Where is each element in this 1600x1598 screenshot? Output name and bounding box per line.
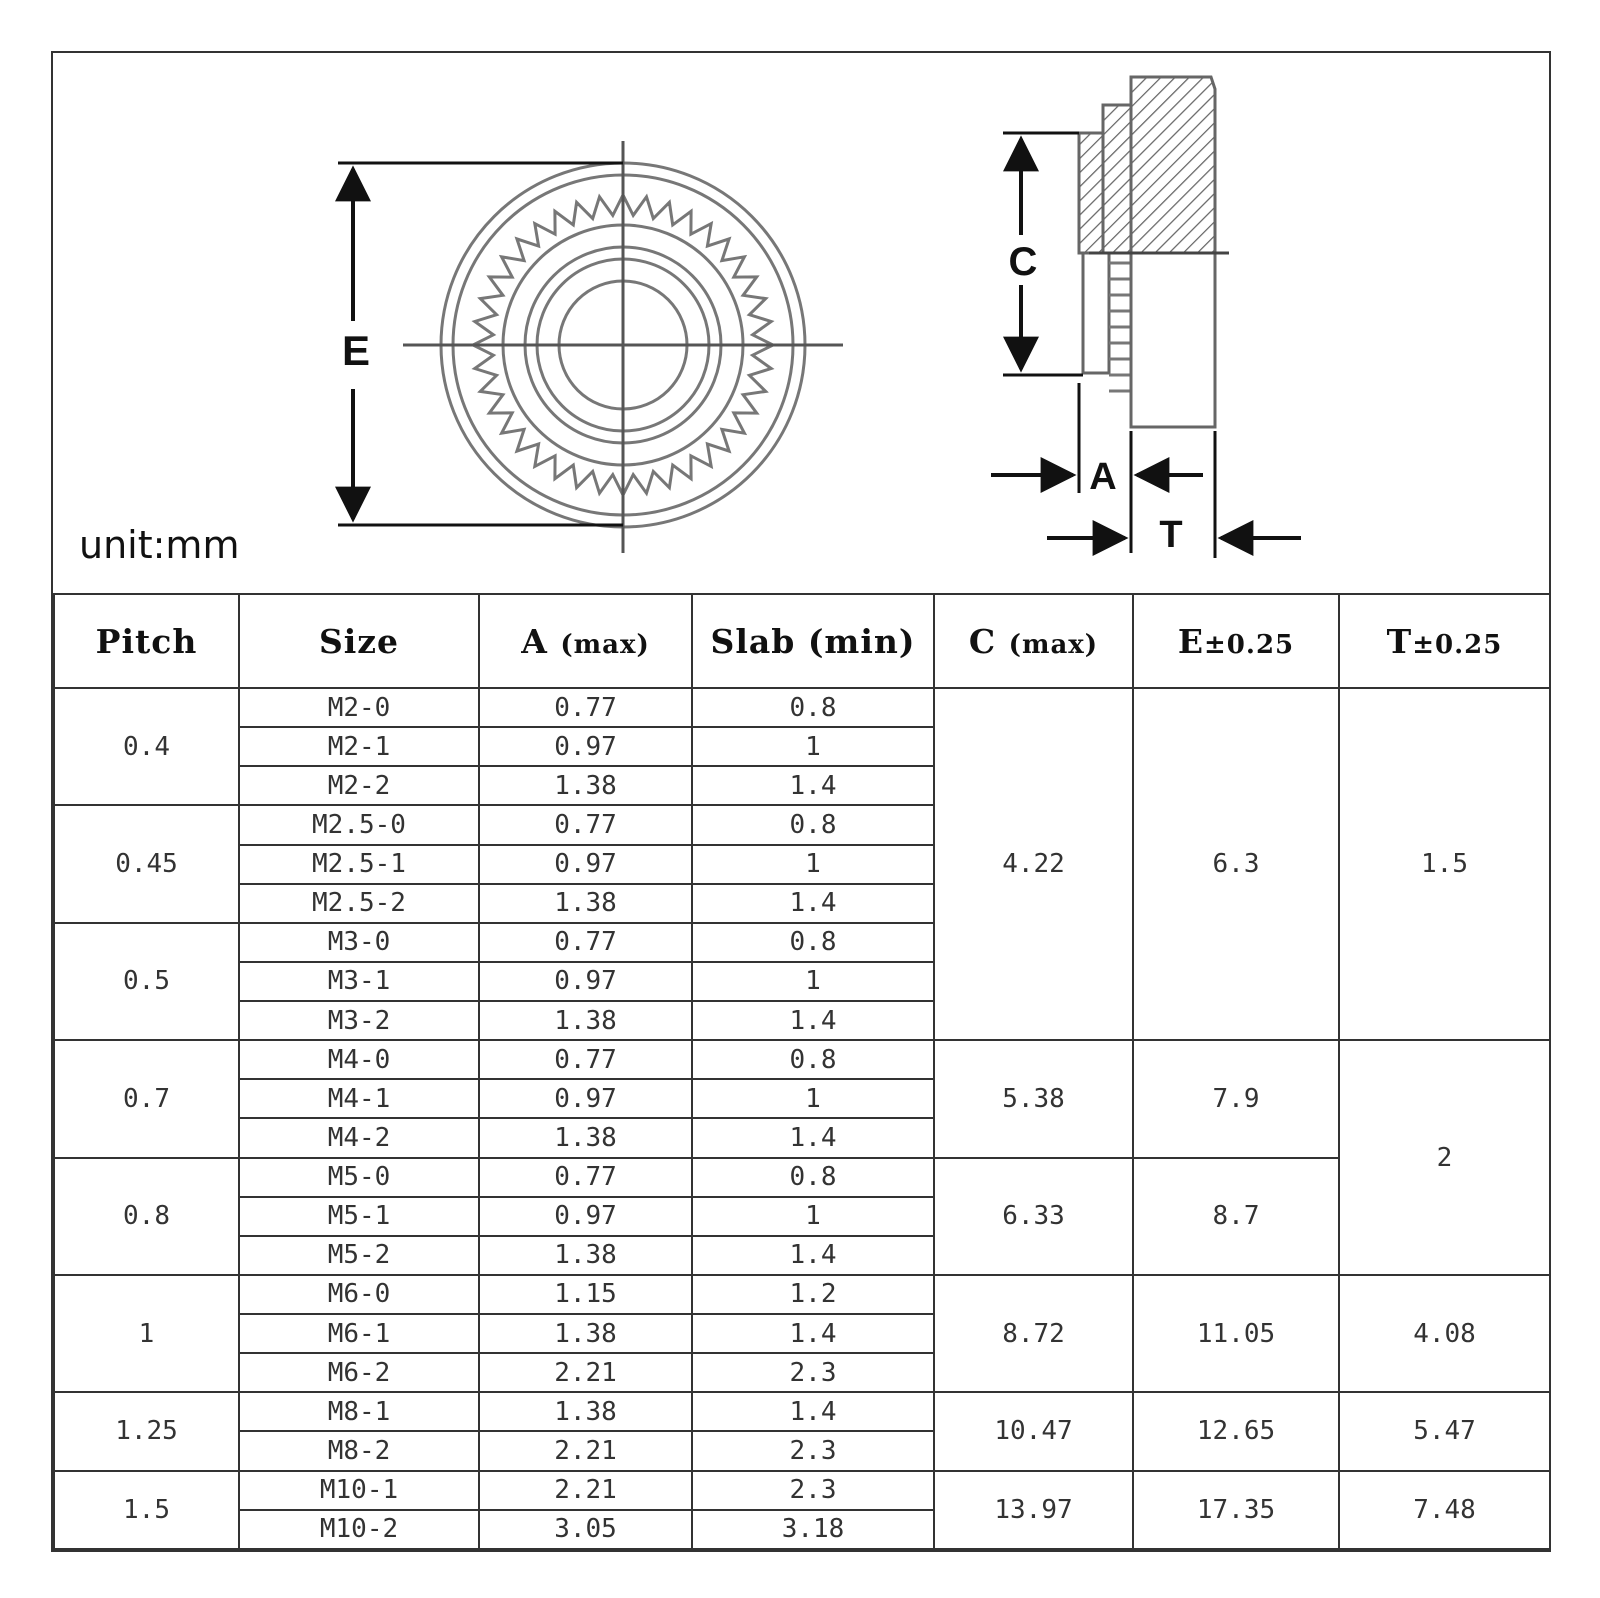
t-cell: 1.5: [1339, 688, 1550, 1040]
a-max-cell: 3.05: [479, 1510, 692, 1549]
size-cell: M8-1: [239, 1392, 479, 1431]
slab-min-cell: 1: [692, 727, 934, 766]
slab-min-cell: 1.4: [692, 1392, 934, 1431]
e-cell: 12.65: [1133, 1392, 1339, 1470]
header-e: [1133, 594, 1339, 688]
header-t-sub: ±0.25: [1412, 629, 1503, 660]
pitch-cell: 1.25: [54, 1392, 239, 1470]
slab-min-cell: 1.2: [692, 1275, 934, 1314]
slab-min-cell: 1.4: [692, 1314, 934, 1353]
technical-drawing: [53, 53, 1549, 593]
table-row: [54, 1471, 1550, 1510]
slab-min-cell: 1: [692, 1197, 934, 1236]
a-max-cell: 0.97: [479, 727, 692, 766]
header-size-text: Size: [318, 621, 400, 661]
a-max-cell: 1.38: [479, 1392, 692, 1431]
header-size: [239, 594, 479, 688]
c-max-cell: 8.72: [934, 1275, 1133, 1392]
table-row: [54, 1275, 1550, 1314]
a-max-cell: 0.77: [479, 688, 692, 727]
slab-min-cell: 2.3: [692, 1471, 934, 1510]
size-cell: M4-1: [239, 1079, 479, 1118]
slab-min-cell: 1.4: [692, 766, 934, 805]
size-cell: M5-2: [239, 1236, 479, 1275]
header-t: [1339, 594, 1550, 688]
side-knurl: [1109, 263, 1131, 391]
size-cell: M6-2: [239, 1353, 479, 1392]
slab-min-cell: 3.18: [692, 1510, 934, 1549]
pitch-cell: 0.4: [54, 688, 239, 805]
size-cell: M3-0: [239, 923, 479, 962]
e-cell: 6.3: [1133, 688, 1339, 1040]
e-cell: 17.35: [1133, 1471, 1339, 1550]
slab-min-cell: 0.8: [692, 1158, 934, 1197]
a-max-cell: 0.97: [479, 962, 692, 1001]
slab-min-cell: 1.4: [692, 1118, 934, 1157]
size-cell: M2-1: [239, 727, 479, 766]
t-cell: 5.47: [1339, 1392, 1550, 1470]
size-cell: M3-1: [239, 962, 479, 1001]
front-view: [403, 141, 843, 553]
table-row: [54, 1040, 1550, 1079]
size-cell: M2-0: [239, 688, 479, 727]
label-e: E: [341, 327, 371, 374]
slab-min-cell: 0.8: [692, 1040, 934, 1079]
c-max-cell: 13.97: [934, 1471, 1133, 1550]
pitch-cell: 0.5: [54, 923, 239, 1040]
slab-min-cell: 1.4: [692, 884, 934, 923]
header-a: [479, 594, 692, 688]
slab-min-cell: 1.4: [692, 1001, 934, 1040]
nut-diagram: [53, 53, 1549, 593]
a-max-cell: 0.97: [479, 1079, 692, 1118]
size-cell: M2.5-0: [239, 805, 479, 844]
a-max-cell: 2.21: [479, 1471, 692, 1510]
pitch-cell: 1.5: [54, 1471, 239, 1550]
table-row: [54, 688, 1550, 727]
slab-min-cell: 2.3: [692, 1353, 934, 1392]
pitch-cell: 1: [54, 1275, 239, 1392]
header-e-text: E: [1177, 621, 1205, 661]
a-max-cell: 1.15: [479, 1275, 692, 1314]
slab-min-cell: 1: [692, 1079, 934, 1118]
a-max-cell: 0.77: [479, 923, 692, 962]
size-cell: M5-0: [239, 1158, 479, 1197]
header-a-sub: (max): [560, 629, 650, 660]
header-c-sub: (max): [1008, 629, 1099, 660]
spec-sheet: [51, 51, 1551, 1552]
c-max-cell: 6.33: [934, 1158, 1133, 1275]
size-cell: M6-1: [239, 1314, 479, 1353]
a-max-cell: 0.77: [479, 1040, 692, 1079]
a-max-cell: 0.97: [479, 845, 692, 884]
slab-min-cell: 0.8: [692, 923, 934, 962]
a-max-cell: 2.21: [479, 1431, 692, 1470]
c-max-cell: 4.22: [934, 688, 1133, 1040]
size-cell: M8-2: [239, 1431, 479, 1470]
size-cell: M4-0: [239, 1040, 479, 1079]
size-cell: M10-2: [239, 1510, 479, 1549]
t-cell: 4.08: [1339, 1275, 1550, 1392]
label-t: T: [1159, 514, 1183, 556]
unit-label: unit:mm: [79, 523, 240, 567]
slab-min-cell: 0.8: [692, 805, 934, 844]
header-t-text: T: [1386, 621, 1413, 661]
a-max-cell: 1.38: [479, 1001, 692, 1040]
a-max-cell: 1.38: [479, 1118, 692, 1157]
side-view: [1079, 77, 1229, 427]
size-cell: M4-2: [239, 1118, 479, 1157]
a-max-cell: 0.97: [479, 1197, 692, 1236]
header-pitch: [54, 594, 239, 688]
header-slab: [692, 594, 934, 688]
label-a: A: [1089, 456, 1117, 498]
t-cell: 2: [1339, 1040, 1550, 1275]
c-max-cell: 5.38: [934, 1040, 1133, 1157]
spec-table: [53, 593, 1551, 1550]
e-cell: 8.7: [1133, 1158, 1339, 1275]
size-cell: M10-1: [239, 1471, 479, 1510]
spec-table-body: [54, 688, 1550, 1549]
slab-min-cell: 1: [692, 962, 934, 1001]
header-row: [54, 594, 1550, 688]
header-e-sub: ±0.25: [1204, 629, 1295, 660]
slab-min-cell: 1: [692, 845, 934, 884]
pitch-cell: 0.45: [54, 805, 239, 922]
header-c-text: C: [968, 621, 997, 661]
a-max-cell: 2.21: [479, 1353, 692, 1392]
a-max-cell: 0.77: [479, 1158, 692, 1197]
e-cell: 7.9: [1133, 1040, 1339, 1157]
pitch-cell: 0.8: [54, 1158, 239, 1275]
pitch-cell: 0.7: [54, 1040, 239, 1157]
size-cell: M5-1: [239, 1197, 479, 1236]
a-max-cell: 1.38: [479, 766, 692, 805]
slab-min-cell: 1.4: [692, 1236, 934, 1275]
size-cell: M3-2: [239, 1001, 479, 1040]
size-cell: M2.5-2: [239, 884, 479, 923]
header-a-text: A: [521, 621, 548, 661]
header-pitch-text: Pitch: [95, 621, 198, 661]
table-row: [54, 1158, 1550, 1197]
a-max-cell: 0.77: [479, 805, 692, 844]
a-max-cell: 1.38: [479, 1236, 692, 1275]
size-cell: M2.5-1: [239, 845, 479, 884]
size-cell: M6-0: [239, 1275, 479, 1314]
a-max-cell: 1.38: [479, 884, 692, 923]
size-cell: M2-2: [239, 766, 479, 805]
slab-min-cell: 0.8: [692, 688, 934, 727]
c-max-cell: 10.47: [934, 1392, 1133, 1470]
header-slab-text: Slab (min): [710, 621, 916, 661]
t-cell: 7.48: [1339, 1471, 1550, 1550]
label-c: C: [1008, 240, 1038, 284]
table-row: [54, 1392, 1550, 1431]
a-max-cell: 1.38: [479, 1314, 692, 1353]
e-cell: 11.05: [1133, 1275, 1339, 1392]
header-c: [934, 594, 1133, 688]
slab-min-cell: 2.3: [692, 1431, 934, 1470]
